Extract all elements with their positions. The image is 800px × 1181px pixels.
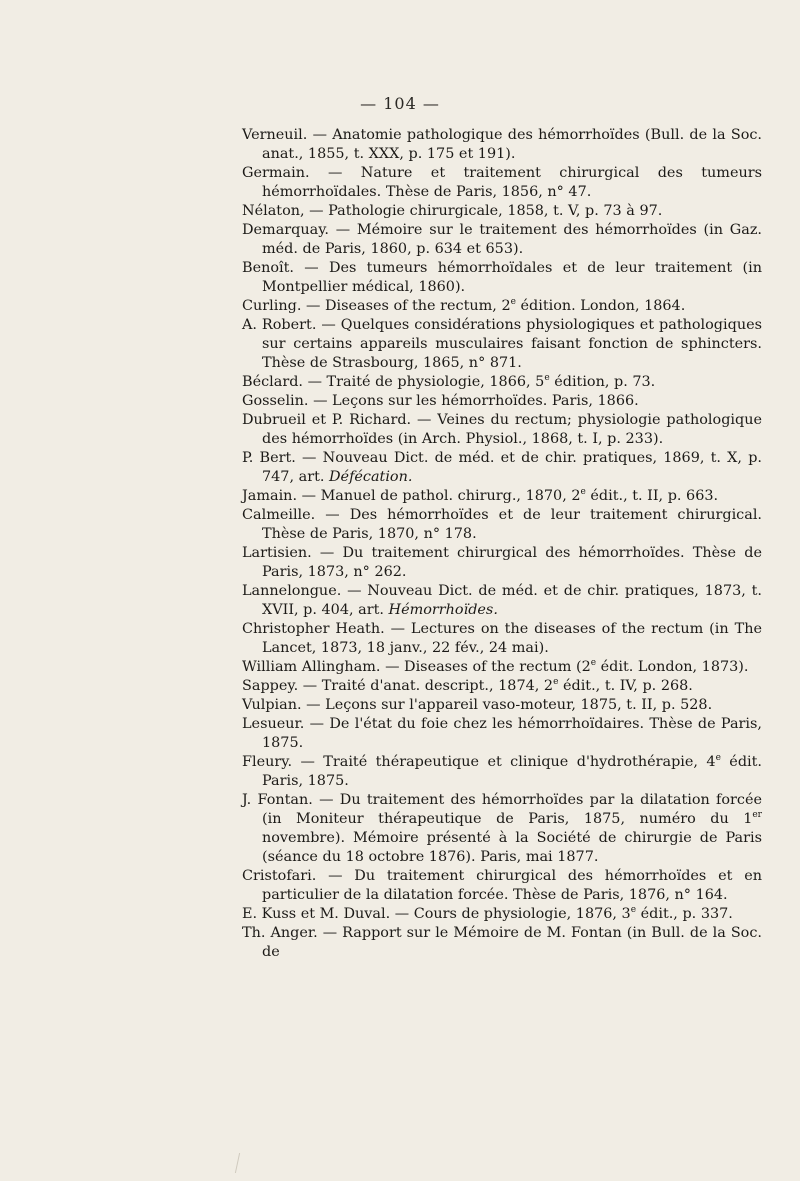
bibliography-entry [242,126,762,164]
entry-author: Jamain. [242,488,298,504]
entry-text: — Du traitement chirurgical des hémorrhoïdes. Thèse de Paris, 1873, n° 262. [262,545,762,580]
bibliography-entry [242,658,762,677]
entry-author: Th. Anger. [242,925,318,941]
entry-after: novembre). Mémoire présenté à la Société de chirurgie de Paris (séance du 18 octobre 1876). Paris, mai 1877. [262,830,762,865]
entry-text: — Mémoire sur le traitement des hémorrhoïdes (in Gaz. méd. de Paris, 1860, p. 634 et 653). [262,222,762,257]
entry-author: J. Fontan. [242,792,313,808]
entry-author: William Allingham. [242,659,381,675]
entry-author: Verneuil. [242,127,308,143]
entry-text: — Anatomie pathologique des hémorrhoïdes (Bull. de la Soc. anat., 1855, t. XXX, p. 175 et 191). [262,127,762,162]
entry-author: Sappey. [242,678,299,694]
bibliography-entry [242,392,762,411]
scan-mark [235,1153,258,1173]
bibliography-entry [242,620,762,658]
entry-text: — Traité d'anat. descript., 1874, 2 [298,678,554,694]
entry-author: Lannelongue. [242,583,342,599]
entry-text: — Des hémorrhoïdes et de leur traitement chirurgical. Thèse de Paris, 1870, n° 178. [262,507,762,542]
entry-author: Curling. [242,298,302,314]
bibliography-list [242,126,762,962]
entry-text: — Diseases of the rectum (2 [380,659,591,675]
entry-sup: e [553,677,559,688]
bibliography-entry [242,411,762,449]
entry-after: édit. Paris, 1875. [262,754,762,789]
entry-author: E. Kuss et M. Duval. [242,906,391,922]
entry-sup: e [544,373,550,384]
bibliography-entry [242,753,762,791]
entry-author: Fleury. [242,754,293,770]
entry-after: édit. London, 1873). [596,659,749,675]
bibliography-entry [242,316,762,373]
bibliography-entry [242,164,762,202]
entry-after: édit., p. 337. [636,906,733,922]
entry-text: — Lectures on the diseases of the rectum (in The Lancet, 1873, 18 janv., 22 fév., 24 mai). [262,621,762,656]
entry-text: — Nature et traitement chirurgical des tumeurs hémorrhoïdales. Thèse de Paris, 1856, n° 47. [262,165,762,200]
bibliography-entry [242,905,762,924]
entry-text: — Diseases of the rectum, 2 [301,298,511,314]
entry-after: édit., t. II, p. 663. [585,488,719,504]
bibliography-entry [242,506,762,544]
entry-text: — Leçons sur les hémorrhoïdes. Paris, 1866. [308,393,639,409]
entry-text: — Des tumeurs hémorrhoïdales et de leur traitement (in Montpellier médical, 1860). [262,260,762,295]
entry-author: Vulpian. [242,697,302,713]
entry-author: Nélaton, [242,203,305,219]
entry-author: Béclard. [242,374,303,390]
bibliography-entry [242,696,762,715]
entry-text: — Pathologie chirurgicale, 1858, t. V, p. 73 à 97. [304,203,663,219]
bibliography-entry [242,487,762,506]
entry-italic: Hémorrhoïdes. [388,602,498,618]
bibliography-entry [242,449,762,487]
bibliography-entry [242,715,762,753]
entry-sup: e [630,905,637,916]
entry-author: Lartisien. [242,545,312,561]
entry-author: Benoît. [242,260,294,276]
bibliography-entry [242,924,762,962]
bibliography-entry [242,544,762,582]
entry-text: — Quelques considérations physiologiques et pathologiques sur certains appareils musculaires faisant fonction de sphincters. Thèse de Strasbourg, 1865, n° 871. [262,317,763,371]
entry-italic: Défécation. [329,469,413,485]
entry-text: — Veines du rectum; physiologie pathologique des hémorrhoïdes (in Arch. Physiol., 1868, t. I, p. 233). [262,412,762,447]
entry-text: — Traité de physiologie, 1866, 5 [303,374,545,390]
entry-text: — Manuel de pathol. chirurg., 1870, 2 [297,488,581,504]
entry-after: édition. London, 1864. [515,298,686,314]
bibliography-entry [242,791,762,867]
entry-text: — Cours de physiologie, 1876, 3 [390,906,631,922]
bibliography-entry [242,221,762,259]
bibliography-entry [242,867,762,905]
entry-sup: e [590,658,597,669]
entry-text: — De l'état du foie chez les hémorrhoïdaires. Thèse de Paris, 1875. [262,716,762,751]
entry-text: — Traité thérapeutique et clinique d'hydrothérapie, 4 [292,754,716,770]
entry-author: Dubrueil et P. Richard. [242,412,412,428]
entry-author: A. Robert. [242,317,317,333]
entry-author: Germain. [242,165,310,181]
entry-text: — Leçons sur l'appareil vaso-moteur, 1875, t. II, p. 528. [301,697,713,713]
entry-text: — Nouveau Dict. de méd. et de chir. pratiques, 1869, t. X, p. 747, art. [262,450,762,485]
bibliography-entry [242,373,762,392]
entry-author: Calmeille. [242,507,316,523]
entry-sup: er [752,810,762,821]
entry-author: Gosselin. [242,393,309,409]
entry-text: — Du traitement chirurgical des hémorrhoïdes et en particulier de la dilatation forcée. Thèse de Paris, 1876, n° 164. [262,868,762,903]
entry-text: — Du traitement des hémorrhoïdes par la dilatation forcée (in Moniteur thérapeutique de Paris, 1875, numéro du 1 [262,792,762,827]
entry-author: Christopher Heath. [242,621,385,637]
entry-author: Cristofari. [242,868,317,884]
entry-text: — Nouveau Dict. de méd. et de chir. pratiques, 1873, t. XVII, p. 404, art. [262,583,762,618]
bibliography-entry [242,677,762,696]
entry-author: Lesueur. [242,716,305,732]
entry-author: P. Bert. [242,450,296,466]
page-number: — 104 — [360,94,440,113]
entry-after: édit., t. IV, p. 268. [558,678,693,694]
entry-text: — Rapport sur le Mémoire de M. Fontan (in Bull. de la Soc. de [262,925,762,960]
entry-sup: e [580,487,586,498]
bibliography-entry [242,259,762,297]
bibliography-entry [242,202,762,221]
bibliography-entry [242,582,762,620]
entry-sup: e [715,753,721,764]
entry-sup: e [510,297,516,308]
entry-author: Demarquay. [242,222,330,238]
entry-after: édition, p. 73. [549,374,656,390]
bibliography-entry [242,297,762,316]
